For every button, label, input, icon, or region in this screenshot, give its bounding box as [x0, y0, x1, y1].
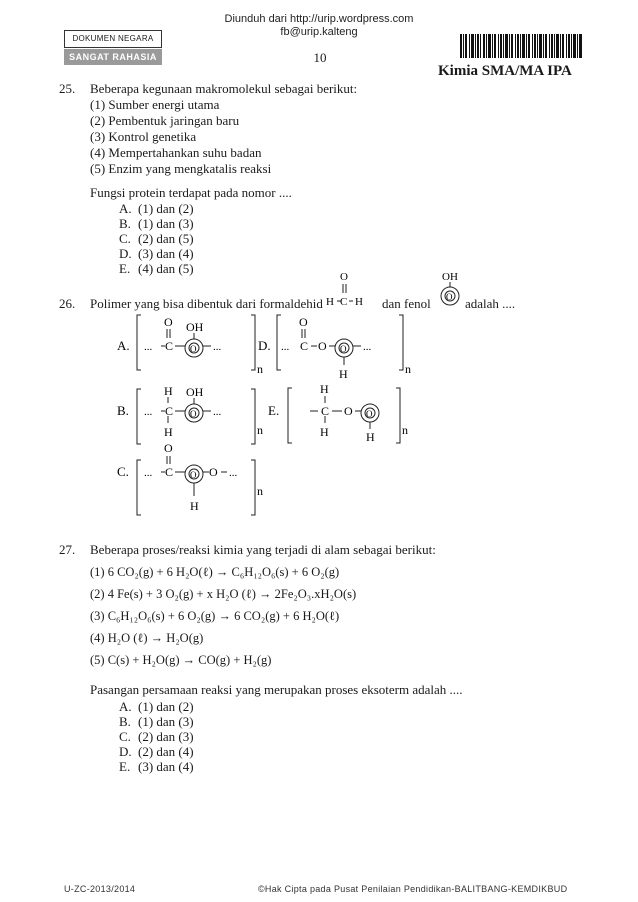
q27-option-text[interactable]: (1) dan (3)	[138, 714, 194, 729]
q27-stem: Beberapa proses/reaksi kimia yang terjadi di alam sebagai berikut:	[90, 542, 436, 557]
q27-reaction: (4) H₂O (ℓ) → H₂O(g)	[90, 631, 204, 645]
q27-option-letter[interactable]: B.	[119, 714, 131, 729]
q27-reaction: (3) C₆H₁₂O₆(s) + 6 O₂(g) → 6 CO₂(g) + 6 H₂O(ℓ)	[90, 609, 340, 623]
q25-option-letter[interactable]: B.	[119, 216, 131, 231]
atom-label: H	[320, 382, 329, 396]
atom-label: H	[190, 499, 199, 513]
q27-option-text[interactable]: (3) dan (4)	[138, 759, 194, 774]
q27-option-letter[interactable]: E.	[119, 759, 131, 774]
atom-label: O	[299, 315, 308, 329]
atom-label: O	[340, 271, 348, 283]
atom-label: O	[446, 292, 453, 302]
q27-number: 27.	[59, 542, 76, 557]
footer-copyright: ©Hak Cipta pada Pusat Penilaian Pendidikan-BALITBANG-KEMDIKBUD	[258, 884, 568, 894]
q25-item: (2) Pembentuk jaringan baru	[90, 113, 240, 128]
q25-stem: Beberapa kegunaan makromolekul sebagai berikut:	[90, 81, 358, 96]
atom-label: ...	[144, 406, 153, 418]
q27-option-text[interactable]: (2) dan (4)	[138, 744, 194, 759]
q25-item: (5) Enzim yang mengkatalis reaksi	[90, 161, 272, 176]
atom-label: C	[340, 296, 348, 308]
q25-option-text[interactable]: (3) dan (4)	[138, 246, 194, 261]
option-letter: C.	[117, 464, 129, 479]
atom-label: n	[257, 484, 263, 498]
atom-label: OH	[442, 271, 458, 283]
atom-label: H	[355, 296, 363, 308]
q25-question: Fungsi protein terdapat pada nomor ....	[90, 185, 292, 200]
atom-label: O	[366, 409, 373, 419]
option-letter: B.	[117, 403, 129, 418]
doc-label: DOKUMEN NEGARA	[64, 30, 162, 48]
q26-number: 26.	[59, 296, 76, 311]
atom-label: n	[257, 362, 263, 376]
atom-label: C	[165, 404, 174, 418]
q26-stem-after: adalah ....	[465, 296, 516, 311]
atom-label: C	[165, 465, 174, 479]
q25-option-letter[interactable]: D.	[119, 246, 132, 261]
atom-label: O	[190, 409, 197, 419]
atom-label: H	[164, 384, 173, 398]
q27-question: Pasangan persamaan reaksi yang merupakan proses eksoterm adalah ....	[90, 682, 463, 697]
source-line-1: Diunduh dari http://urip.wordpress.com	[224, 13, 414, 25]
option-letter: D.	[258, 338, 271, 353]
q25-option-letter[interactable]: C.	[119, 231, 131, 246]
q26-stem-middle: dan fenol	[382, 296, 431, 311]
atom-label: n	[402, 423, 408, 437]
secret-label: SANGAT RAHASIA	[64, 49, 162, 65]
atom-label: O	[318, 339, 327, 353]
atom-label: C	[165, 339, 174, 353]
q27-reaction: (2) 4 Fe(s) + 3 O₂(g) + x H₂O (ℓ) → 2Fe₂O₃.xH₂O(s)	[90, 587, 357, 601]
atom-label: ...	[281, 341, 290, 353]
q27-option-letter[interactable]: C.	[119, 729, 131, 744]
option-letter: A.	[117, 338, 130, 353]
q25-option-letter[interactable]: A.	[119, 201, 132, 216]
atom-label: O	[164, 441, 173, 455]
atom-label: H	[339, 367, 348, 381]
q25-option-text[interactable]: (1) dan (3)	[138, 216, 194, 231]
atom-label: ...	[144, 341, 153, 353]
atom-label: O	[164, 315, 173, 329]
q27-reaction: (1) 6 CO₂(g) + 6 H₂O(ℓ) → C₆H₁₂O₆(s) + 6 O₂(g)	[90, 565, 340, 579]
atom-label: H	[326, 296, 334, 308]
atom-label: H	[320, 425, 329, 439]
atom-label: O	[209, 465, 218, 479]
atom-label: OH	[186, 320, 204, 334]
atom-label: C	[321, 404, 330, 418]
atom-label: O	[340, 344, 347, 354]
q25-item: (1) Sumber energi utama	[90, 97, 220, 112]
atom-label: O	[190, 344, 197, 354]
q25-option-text[interactable]: (1) dan (2)	[138, 201, 194, 216]
q25-item: (3) Kontrol genetika	[90, 129, 197, 144]
subject-title: Kimia SMA/MA IPA	[438, 63, 572, 79]
atom-label: OH	[186, 385, 204, 399]
q27-option-letter[interactable]: A.	[119, 699, 132, 714]
atom-label: O	[344, 404, 353, 418]
q25-option-letter[interactable]: E.	[119, 261, 131, 276]
atom-label: ...	[229, 467, 238, 479]
atom-label: ...	[213, 341, 222, 353]
atom-label: n	[405, 362, 411, 376]
option-letter: E.	[268, 403, 280, 418]
q26-structures	[0, 266, 638, 526]
atom-label: H	[366, 430, 375, 444]
q25-number: 25.	[59, 81, 76, 96]
footer-code: U-ZC-2013/2014	[64, 884, 136, 894]
q27-option-text[interactable]: (2) dan (3)	[138, 729, 194, 744]
q25-item: (4) Mempertahankan suhu badan	[90, 145, 262, 160]
q25-option-text[interactable]: (2) dan (5)	[138, 231, 194, 246]
atom-label: ...	[363, 341, 372, 353]
q25-option-text[interactable]: (4) dan (5)	[138, 261, 194, 276]
atom-label: ...	[144, 467, 153, 479]
atom-label: C	[300, 339, 309, 353]
page-number: 10	[313, 50, 327, 65]
q27-option-letter[interactable]: D.	[119, 744, 132, 759]
q27-option-text[interactable]: (1) dan (2)	[138, 699, 194, 714]
atom-label: O	[190, 470, 197, 480]
source-line-2: fb@urip.kalteng	[280, 26, 358, 38]
q26-stem-before: Polimer yang bisa dibentuk dari formaldehid	[90, 296, 323, 311]
barcode-image	[460, 34, 582, 58]
atom-label: ...	[213, 406, 222, 418]
q27-reaction: (5) C(s) + H₂O(g) → CO(g) + H₂(g)	[90, 653, 272, 667]
atom-label: n	[257, 423, 263, 437]
atom-label: H	[164, 425, 173, 439]
